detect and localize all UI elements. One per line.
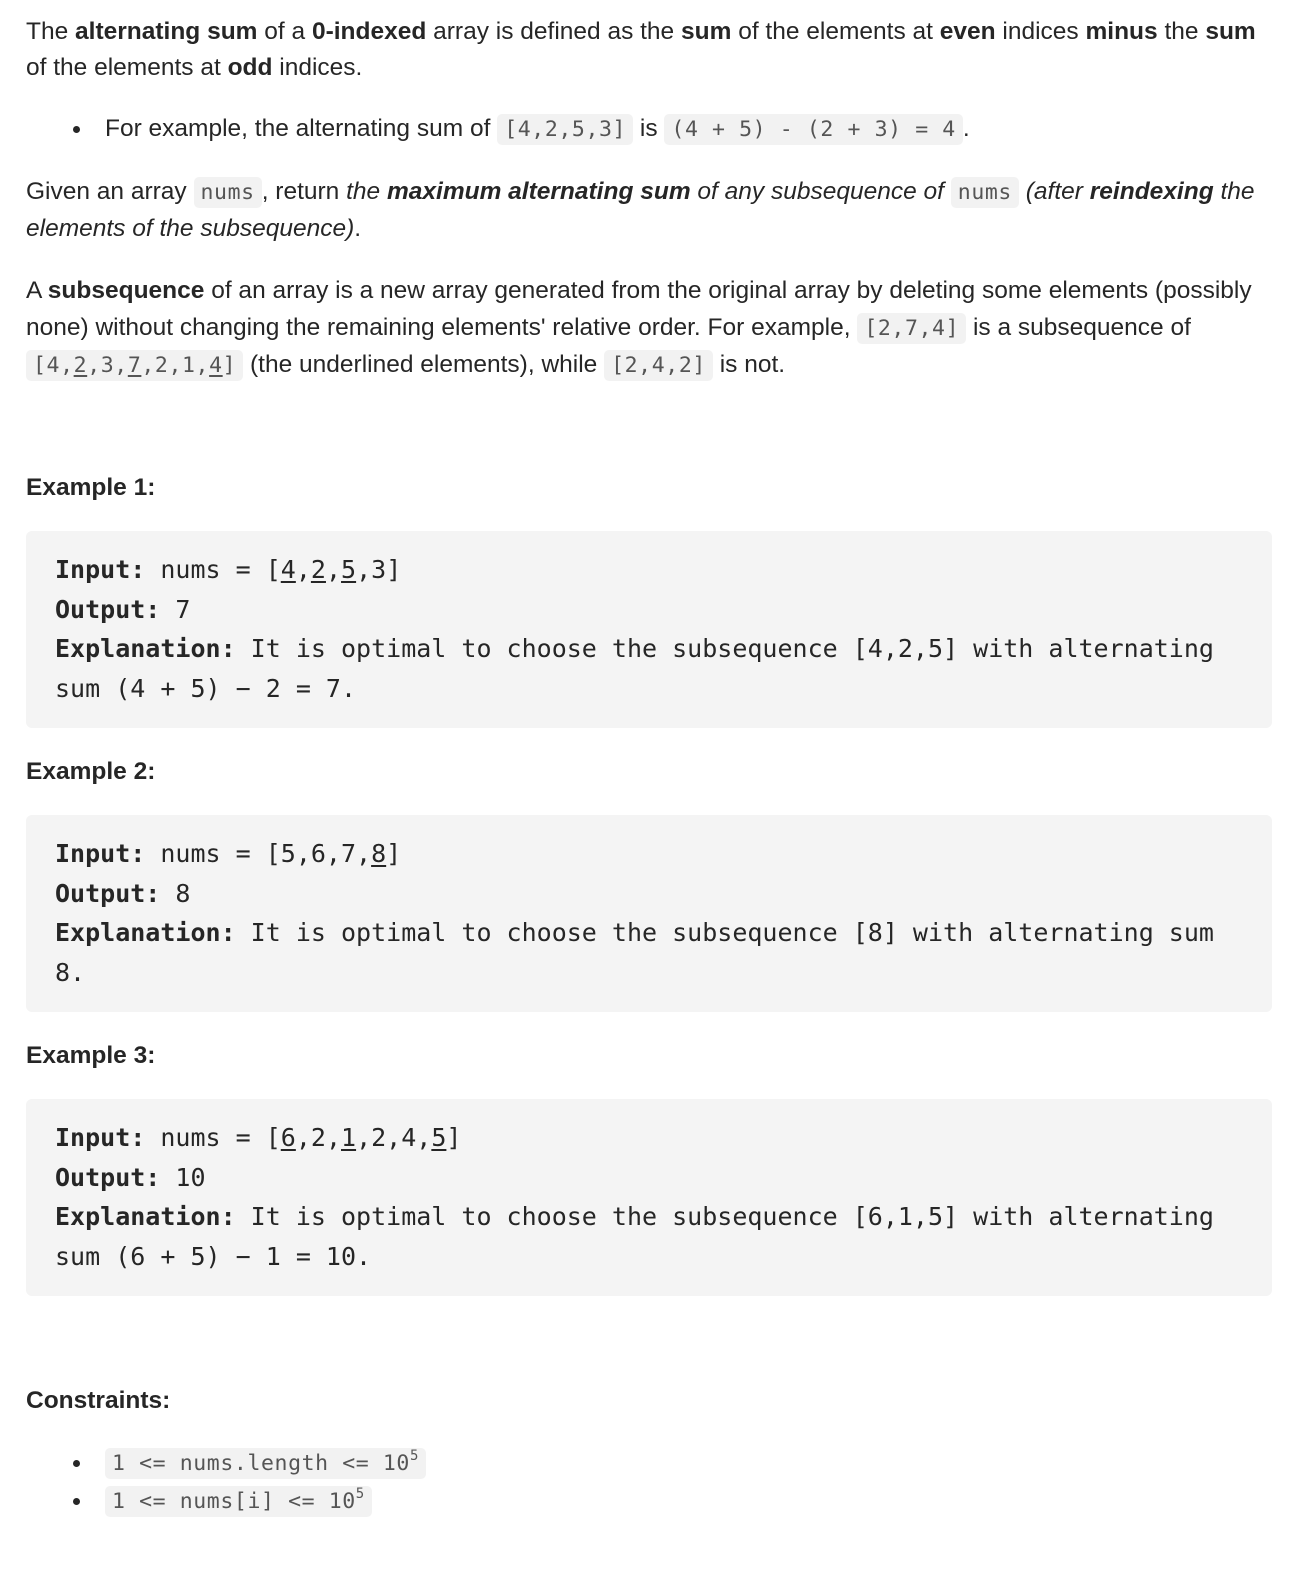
output-label: Output: (55, 1162, 161, 1192)
constraint-item (26, 1482, 1272, 1520)
underlined-element: 4 (209, 353, 223, 378)
constraint-item (26, 1444, 1272, 1482)
example-3-title: Example 3: (26, 1042, 156, 1069)
text: indices. (272, 54, 363, 81)
italic-text: the (346, 178, 387, 205)
underlined-element: 5 (431, 1123, 447, 1152)
text: of the elements at (26, 54, 228, 81)
italic-text: the elements of the subsequence) (26, 178, 1255, 242)
text: is not. (712, 351, 786, 378)
explanation-text: It is optimal to choose the subsequence [6,1,5] with alternating sum (6 + 5) − 1 = 10. (55, 1202, 1230, 1271)
input-part: , (295, 555, 311, 584)
constraint-text: 1 <= nums[i] <= 10 (112, 1489, 356, 1514)
text: Given an array (26, 178, 194, 205)
explanation-label: Explanation: (55, 918, 236, 947)
inline-code (105, 1486, 372, 1517)
code-part: ,2,1, (141, 353, 210, 378)
bold-term: sum (1205, 18, 1256, 45)
underlined-element: 1 (341, 1123, 357, 1152)
text: . (962, 115, 970, 142)
inline-code: (4 + 5) - (2 + 3) = 4 (664, 114, 962, 145)
explanation-text: It is optimal to choose the subsequence [4,2,5] with alternating sum (4 + 5) − 2 = 7. (55, 634, 1230, 703)
inline-code: nums (951, 177, 1019, 208)
input-part: ,3] (356, 555, 402, 584)
underlined-element: 2 (310, 555, 326, 584)
constraints-list (26, 1444, 1272, 1520)
underlined-element: 2 (73, 353, 88, 378)
example-2-code (55, 834, 1243, 992)
bold-term: even (939, 18, 996, 45)
bold-italic-term: reindexing (1089, 178, 1214, 205)
text: For example, the alternating sum of (105, 115, 498, 142)
input-part: ,2,4, (356, 1123, 432, 1152)
bold-italic-term: maximum alternating sum (387, 178, 691, 205)
output-label: Output: (55, 594, 161, 624)
text: of a (257, 18, 312, 45)
exponent: 5 (355, 1486, 365, 1502)
underlined-element: 7 (127, 353, 142, 378)
input-prefix: nums = [ (145, 555, 281, 584)
code-part: [4, (33, 353, 74, 378)
output-value: 10 (160, 1162, 206, 1192)
input-part: , (325, 555, 342, 584)
input-label: Input: (55, 839, 146, 868)
text: is a subsequence of (966, 313, 1191, 341)
text: . (354, 215, 362, 242)
definition-paragraph (26, 14, 1272, 86)
text: The (26, 18, 76, 45)
underlined-element: 6 (280, 1123, 296, 1152)
bold-term: 0-indexed (311, 18, 427, 45)
text: (the underlined elements), while (243, 351, 605, 378)
text: , return (261, 178, 347, 205)
input-part: ] (386, 839, 402, 868)
text: the (1157, 18, 1206, 45)
explanation-label: Explanation: (55, 1202, 236, 1231)
text: is (633, 115, 665, 142)
input-label: Input: (55, 555, 146, 584)
output-value: 7 (160, 594, 191, 624)
text: array is defined as the (426, 18, 681, 45)
inline-code: nums (194, 177, 262, 208)
example-1-title: Example 1: (26, 474, 156, 501)
inline-code-underlined (26, 350, 243, 381)
code-part: ] (222, 353, 237, 378)
inline-code (105, 1448, 426, 1479)
example-2-title: Example 2: (26, 758, 156, 785)
bold-term: odd (227, 54, 273, 81)
constraints-title: Constraints: (26, 1387, 171, 1414)
italic-text: (after (1018, 178, 1090, 205)
text: of the elements at (731, 18, 940, 45)
explanation-text: It is optimal to choose the subsequence [8] with alternating sum 8. (55, 918, 1230, 987)
underlined-element: 4 (280, 555, 296, 584)
output-label: Output: (55, 878, 161, 908)
definition-example-list (26, 111, 1272, 148)
example-3-box (26, 1099, 1272, 1296)
bold-term: subsequence (47, 277, 205, 304)
input-prefix: nums = [5,6,7, (145, 839, 372, 868)
text: of an array is a new array generated from the original array by deleting some elements (possibly none) without changing the remaining elements' relative order. For example, (26, 277, 1252, 341)
example-2-box (26, 815, 1272, 1012)
exponent: 5 (409, 1448, 420, 1464)
bold-term: alternating sum (75, 18, 258, 45)
example-3-code (55, 1118, 1243, 1276)
inline-code: [2,7,4] (857, 313, 966, 344)
explanation-label: Explanation: (55, 634, 236, 663)
italic-text: of any subsequence of (690, 178, 951, 205)
inline-code: [4,2,5,3] (497, 114, 633, 145)
inline-code: [2,4,2] (604, 350, 713, 381)
task-paragraph (26, 174, 1272, 247)
underlined-element: 5 (341, 555, 357, 584)
example-1-code (55, 550, 1243, 708)
text: indices (995, 18, 1086, 45)
input-label: Input: (55, 1123, 146, 1152)
input-prefix: nums = [ (145, 1123, 281, 1152)
constraint-text: 1 <= nums.length <= 10 (112, 1451, 410, 1476)
underlined-element: 8 (371, 839, 387, 868)
bold-term: sum (681, 18, 732, 45)
code-part: ,3, (87, 353, 128, 378)
example-1-box (26, 531, 1272, 728)
text: A (26, 277, 48, 304)
bold-term: minus (1085, 18, 1158, 45)
output-value: 8 (160, 878, 191, 908)
list-item (26, 111, 1272, 148)
subsequence-paragraph (26, 273, 1272, 385)
input-part: ] (446, 1123, 462, 1152)
input-part: ,2, (295, 1123, 341, 1152)
